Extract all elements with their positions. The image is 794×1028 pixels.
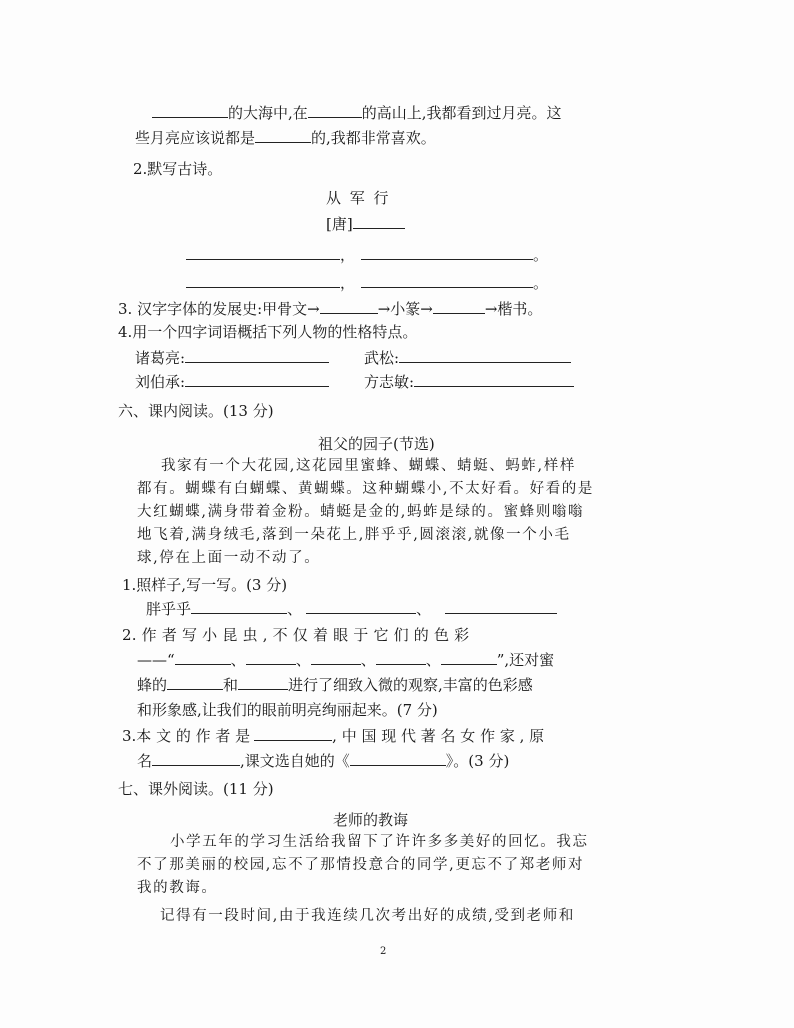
poem-blank[interactable] <box>361 245 533 260</box>
answer-blank[interactable] <box>376 650 426 665</box>
answer-blank[interactable] <box>246 650 296 665</box>
p1-question-2-line-1: 2. 作 者 写 小 昆 虫 , 不 仅 着 眼 于 它 们 的 色 彩 <box>122 626 470 644</box>
example-word: 胖乎乎 <box>146 600 192 618</box>
person-name: 诸葛亮: <box>135 349 186 367</box>
passage-1-line: 都有。蝴蝶有白蝴蝶、黄蝴蝶。这种蝴蝶小,不太好看。好看的是 <box>137 481 595 497</box>
answer-blank[interactable] <box>152 103 228 118</box>
author-blank[interactable] <box>353 214 405 229</box>
p1-question-1: 1.照样子,写一写。(3 分) <box>122 576 288 594</box>
poem-dynasty <box>326 214 405 234</box>
passage-2-line: 不了那美丽的校园,忘不了那情投意合的同学,更忘不了郑老师对 <box>137 857 585 873</box>
person-row <box>135 372 329 392</box>
person-row <box>364 372 574 392</box>
fill-line-2 <box>135 128 436 148</box>
p1-question-2-line-3 <box>137 675 533 695</box>
separator: 、 <box>230 651 246 669</box>
poem-blank[interactable] <box>361 273 533 288</box>
text: 些月亮应该说都是 <box>135 129 256 147</box>
text: 的,我都非常喜欢。 <box>311 129 436 147</box>
passage-1-line: 我家有一个大花园,这花园里蜜蜂、蝴蝶、蜻蜓、蚂蚱,样样 <box>161 458 576 474</box>
p1-question-3-line-1 <box>122 726 544 746</box>
text: 蜂的 <box>137 676 168 694</box>
period: 。 <box>533 246 549 264</box>
passage-2-line: 我的教诲。 <box>137 880 218 896</box>
text: 名 <box>137 752 153 770</box>
separator: 、 <box>425 651 441 669</box>
text: ——“ <box>137 651 175 669</box>
period: 。 <box>533 274 549 292</box>
comma: ， <box>340 274 356 292</box>
poem-blank[interactable] <box>186 273 340 288</box>
fill-line-1 <box>152 103 562 123</box>
poem-line-1 <box>186 245 548 265</box>
person-name: 武松: <box>364 349 400 367</box>
answer-blank[interactable] <box>185 372 329 387</box>
p1-question-2-line-2 <box>137 650 554 670</box>
text: 和 <box>223 676 239 694</box>
separator: 、 <box>360 651 376 669</box>
text: 3. 汉字字体的发展史:甲骨文→ <box>118 300 320 318</box>
p1-question-1-answers <box>146 599 557 619</box>
passage-2-line: 小学五年的学习生活给我留下了许许多多美好的回忆。我忘 <box>170 834 589 850</box>
question-4: 4.用一个四字词语概括下列人物的性格特点。 <box>118 323 418 341</box>
separator: 、 <box>287 600 303 618</box>
section-6-heading: 六、课内阅读。(13 分) <box>118 402 274 420</box>
text: 的大海中,在 <box>228 104 308 122</box>
page-number: 2 <box>380 946 387 957</box>
answer-blank[interactable] <box>433 299 485 314</box>
poem-title: 从 军 行 <box>326 189 391 207</box>
poem-line-2 <box>186 273 548 293</box>
passage-1-line: 大红蝴蝶,满身带着金粉。蜻蜓是金的,蚂蚱是绿的。蜜蜂则嗡嗡 <box>137 504 585 520</box>
passage-2-title: 老师的教诲 <box>333 811 409 829</box>
answer-blank[interactable] <box>311 650 361 665</box>
answer-blank[interactable] <box>255 128 311 143</box>
answer-blank[interactable] <box>414 372 574 387</box>
answer-blank[interactable] <box>306 599 416 614</box>
answer-blank[interactable] <box>152 751 240 766</box>
text: 进行了细致入微的观察,丰富的色彩感 <box>288 676 533 694</box>
passage-1-line: 球,停在上面一动不动了。 <box>137 550 321 566</box>
separator: 、 <box>416 600 432 618</box>
text: , 中 国 现 代 著 名 女 作 家 , 原 <box>332 727 545 745</box>
text: 的高山上,我都看到过月亮。这 <box>361 104 562 122</box>
text: →楷书。 <box>484 300 543 318</box>
section-7-heading: 七、课外阅读。(11 分) <box>118 780 274 798</box>
answer-blank[interactable] <box>175 650 231 665</box>
answer-blank[interactable] <box>238 675 288 690</box>
text: ”,还对蜜 <box>496 651 555 669</box>
p1-question-2-line-4: 和形象感,让我们的眼前明亮绚丽起来。(7 分) <box>137 701 438 719</box>
comma: ， <box>340 246 356 264</box>
passage-1-title: 祖父的园子(节选) <box>318 435 435 453</box>
passage-2-line: 记得有一段时间,由于我连续几次考出好的成绩,受到老师和 <box>160 908 575 924</box>
answer-blank[interactable] <box>399 348 571 363</box>
poem-blank[interactable] <box>186 245 340 260</box>
person-row <box>135 348 329 368</box>
answer-blank[interactable] <box>320 299 378 314</box>
answer-blank[interactable] <box>308 103 362 118</box>
answer-blank[interactable] <box>185 348 329 363</box>
answer-blank[interactable] <box>350 751 446 766</box>
separator: 、 <box>295 651 311 669</box>
text: [唐] <box>326 215 353 233</box>
text: ,课文选自她的《 <box>240 752 350 770</box>
passage-1-line: 地飞着,满身绒毛,落到一朵花上,胖乎乎,圆滚滚,就像一个小毛 <box>137 527 571 543</box>
text: 3.本 文 的 作 者 是 <box>122 727 251 745</box>
answer-blank[interactable] <box>167 675 223 690</box>
answer-blank[interactable] <box>441 650 497 665</box>
answer-blank[interactable] <box>191 599 287 614</box>
person-name: 刘伯承: <box>135 373 186 391</box>
p1-question-3-line-2 <box>137 751 509 771</box>
answer-blank[interactable] <box>254 726 332 741</box>
question-3 <box>118 299 542 319</box>
text: 》。(3 分) <box>445 752 510 770</box>
text: →小篆→ <box>377 300 433 318</box>
question-2: 2.默写古诗。 <box>133 160 223 178</box>
answer-blank[interactable] <box>445 599 557 614</box>
person-row <box>364 348 571 368</box>
person-name: 方志敏: <box>364 373 415 391</box>
